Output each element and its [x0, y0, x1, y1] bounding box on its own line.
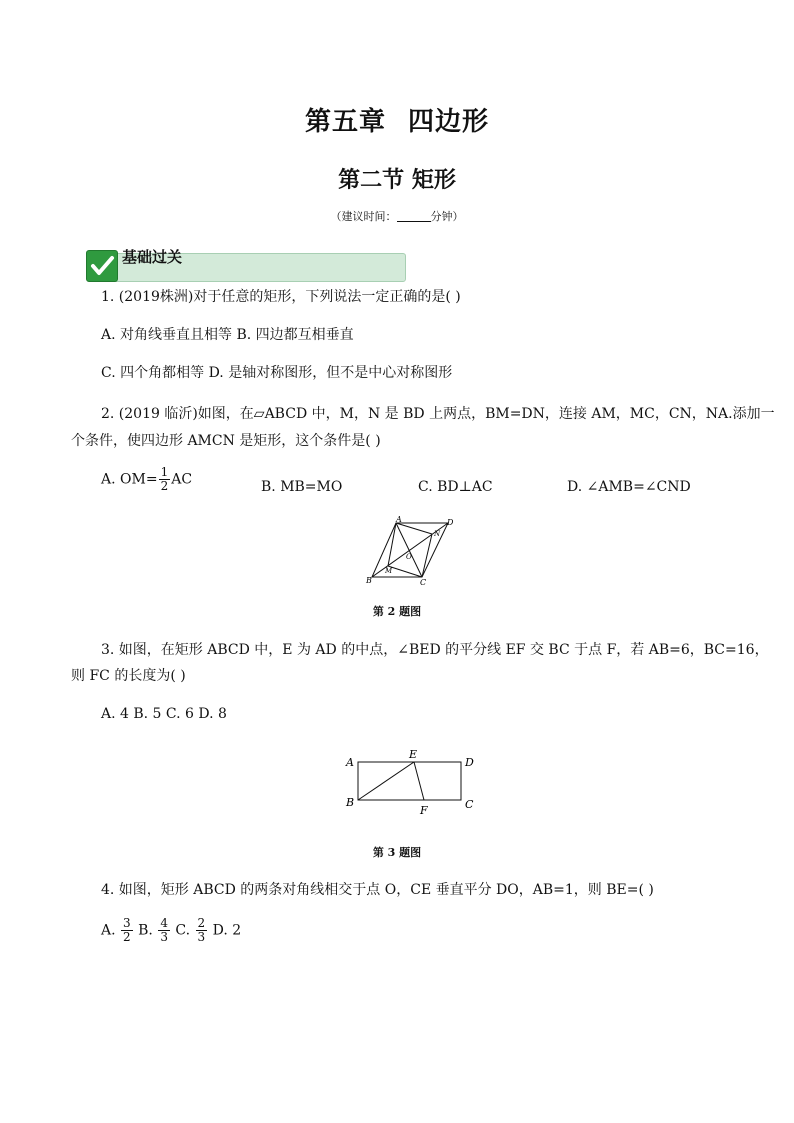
q3-label-d: D: [465, 756, 474, 769]
fraction-denominator: 2: [123, 930, 131, 944]
q2-label-o: O: [406, 553, 412, 561]
fraction-numerator: 4: [160, 916, 168, 930]
chapter-name: 四边形: [408, 107, 490, 137]
q2-option-a-prefix: A. OM=: [101, 471, 158, 488]
q2-option-b: B. MB=MO: [261, 479, 343, 495]
q2-stem-line2: 个条件，使四边形 AMCN 是矩形，这个条件是( ): [71, 433, 381, 449]
q2-caption: 第 2 题图: [372, 605, 422, 618]
q2-option-d: D. ∠AMB=∠CND: [567, 479, 691, 495]
section-title: 第二节 矩形: [338, 168, 456, 193]
time-blank: [397, 210, 431, 222]
q4-option-b-label: B.: [138, 922, 153, 939]
chapter-number: 第五章: [304, 107, 386, 137]
q3-figure: [340, 744, 480, 818]
q3-options: A. 4 B. 5 C. 6 D. 8: [101, 706, 227, 722]
q3-stem-line1: 3. 如图，在矩形 ABCD 中，E 为 AD 的中点，∠BED 的平分线 EF 交 BC 于点 F，若 AB=6，BC=16，: [101, 642, 769, 658]
fraction-denominator: 3: [197, 930, 206, 944]
q4-option-c-label: C.: [175, 922, 191, 939]
q2-option-a-fraction: [159, 466, 171, 493]
q2-label-c: C: [420, 578, 427, 587]
time-prefix: （建议时间：: [330, 210, 397, 223]
q4-option-d: D. 2: [212, 922, 242, 939]
q4-options: [101, 917, 241, 944]
q2-label-n: N: [434, 530, 441, 538]
q4-option-a-label: A.: [101, 922, 116, 939]
q3-label-e: E: [409, 748, 418, 761]
q1-options-line1: A. 对角线垂直且相等 B. 四边都互相垂直: [101, 327, 354, 343]
q4-option-c-fraction: [196, 917, 208, 944]
fraction-numerator: 2: [197, 916, 206, 930]
q1-options-line2: C. 四个角都相等 D. 是轴对称图形，但不是中心对称图形: [101, 365, 453, 381]
q3-label-c: C: [465, 798, 474, 811]
fraction-numerator: 1: [160, 465, 169, 479]
q2-label-a: A: [396, 515, 402, 524]
suggested-time: [0, 208, 794, 224]
q2-option-c: C. BD⊥AC: [418, 479, 493, 495]
fraction-denominator: 2: [160, 479, 169, 493]
q2-stem-line1: 2. (2019 临沂)如图，在▱ABCD 中，M，N 是 BD 上两点，BM=DN，连接 AM，MC，CN，NA.添加一: [101, 406, 775, 422]
q4-option-b-fraction: [158, 917, 170, 944]
q3-label-a: A: [346, 756, 354, 769]
q1-stem: 1. (2019株洲)对于任意的矩形，下列说法一定正确的是( ): [101, 289, 461, 305]
q4-stem: 4. 如图，矩形 ABCD 的两条对角线相交于点 O，CE 垂直平分 DO，AB=1，则 BE=( ): [101, 882, 654, 898]
q3-caption: 第 3 题图: [372, 846, 422, 859]
chapter-title: [0, 101, 794, 138]
q2-label-m: M: [385, 567, 393, 575]
q3-label-b: B: [346, 796, 355, 809]
q2-option-a: [101, 466, 192, 493]
q2-figure: [362, 515, 462, 587]
fraction-numerator: 3: [123, 916, 131, 930]
q2-label-d: D: [447, 518, 454, 527]
q4-option-a-fraction: [121, 917, 133, 944]
q3-label-f: F: [420, 804, 428, 817]
checkmark-icon: [86, 250, 118, 282]
fraction-denominator: 3: [160, 930, 168, 944]
q2-label-b: B: [366, 576, 372, 585]
q3-stem-line2: 则 FC 的长度为( ): [71, 668, 186, 684]
time-suffix: 分钟）: [430, 210, 464, 223]
q2-option-a-suffix: AC: [171, 471, 193, 488]
banner-label: 基础过关: [122, 248, 183, 266]
